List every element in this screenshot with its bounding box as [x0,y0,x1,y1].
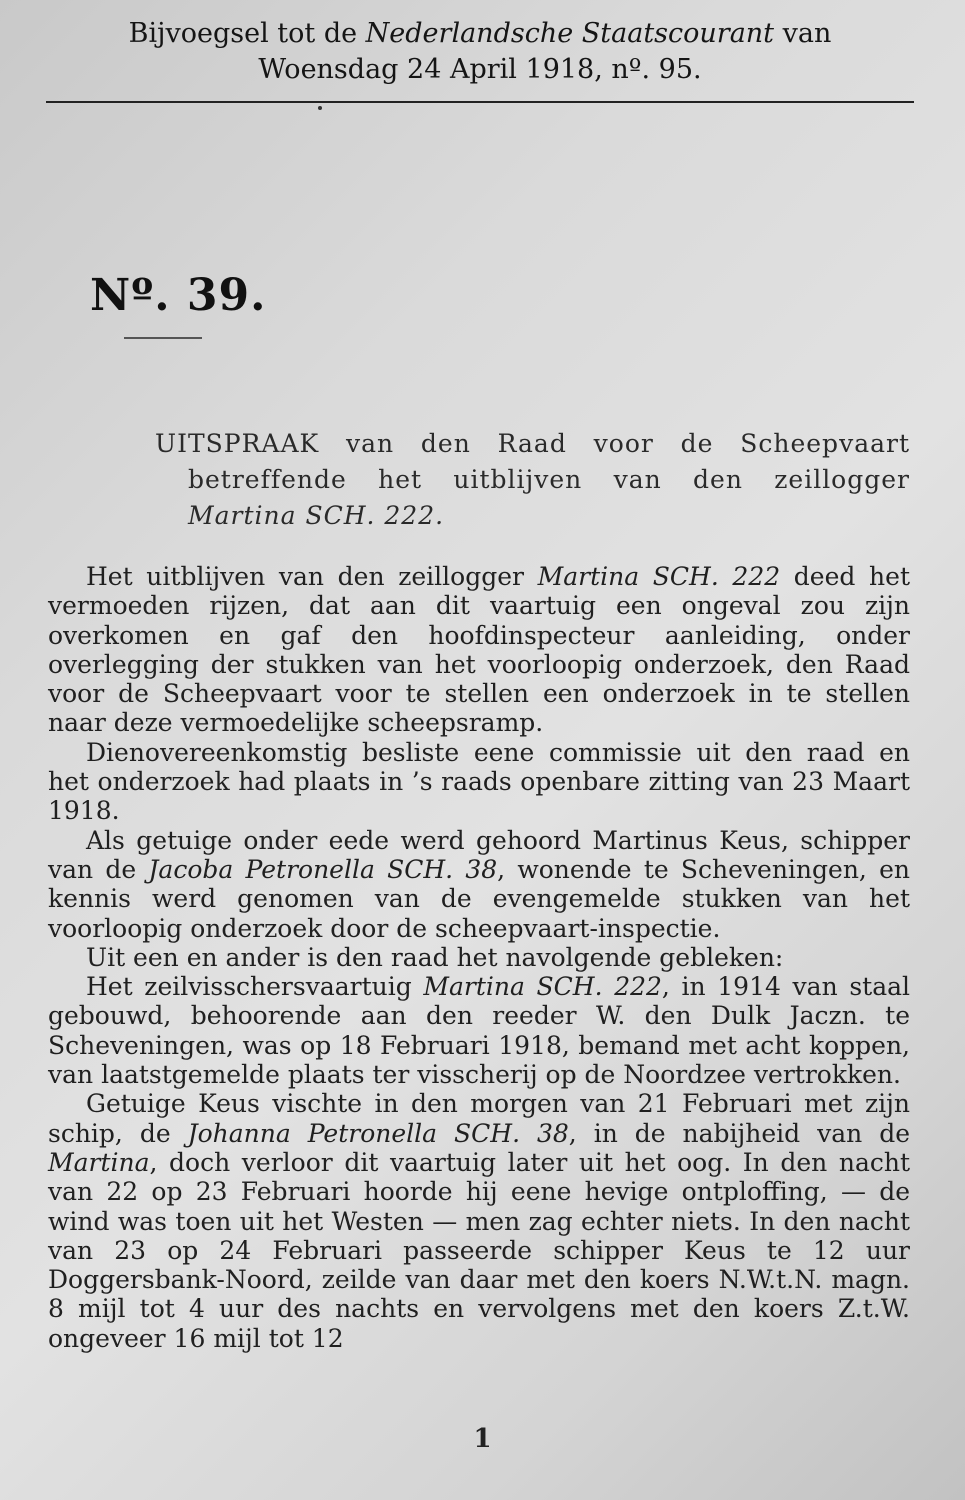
page-header [40,16,920,88]
paragraph: Als getuige onder eede werd gehoord Martinus Keus, schipper van de Jacoba Petronella SCH. 38, wonende te Scheveningen, en kennis werd genomen van de evengemelde stukken van het voorloopig onderzoek door de scheepvaart-inspectie. [48,825,911,943]
document-number: Nº. 39. [90,270,267,321]
body-text [48,562,910,1353]
paragraph: Uit een en ander is den raad het navolgende gebleken: [86,942,784,972]
header-rule [46,101,914,103]
number-underline [124,337,202,339]
paragraph: Dienovereenkomstig besliste eene commissie uit den raad en het onderzoek had plaats in ’s raads openbare zitting van 23 Maart 1918. [48,737,910,826]
title-line-2: betreffende het uitblijven van den zeillogger [188,465,910,494]
newspaper-name: Nederlandsche Staatscourant [365,18,775,49]
title-line-1: UITSPRAAK van den Raad voor de Scheepvaart [155,429,910,458]
paragraph: Het uitblijven van den zeillogger Martina SCH. 222 deed het vermoeden rijzen, dat aan dit vaartuig een ongeval zou zijn overkomen en gaf den hoofdinspecteur aanleiding, onder overlegging der stukken van het voorloopig onderzoek, den Raad voor de Scheepvaart voor te stellen een onderzoek in te stellen naar deze vermoedelijke scheepsramp. [48,562,910,738]
paragraph: Getuige Keus vischte in den morgen van 21 Februari met zijn schip, de Johanna Petronella SCH. 38, in de nabijheid van de Martina, doch verloor dit vaartuig later uit het oog. In den nacht van 22 op 23 Februari hoorde hij eene hevige ontploffing, — de wind was toen uit het Westen — men zag echter niets. In den nacht van 23 op 24 Februari passeerde schipper Keus te 12 uur Doggersbank-Noord, zeilde van daar met den koers N.W.t.N. magn. 8 mijl tot 4 uur des nachts en vervolgens met den koers Z.t.W. ongeveer 16 mijl tot 12 [48,1089,910,1353]
document-title [155,426,910,534]
header-line-1: Bijvoegsel tot de Nederlandsche Staatscourant van [128,18,832,49]
page-number: 1 [473,1424,492,1454]
header-line-2: Woensdag 24 April 1918, nº. 95. [258,54,702,85]
paragraph: Het zeilvisschersvaartuig Martina SCH. 222, in 1914 van staal gebouwd, behoorende aan den reeder W. den Dulk Jaczn. te Scheveningen, was op 18 Februari 1918, bemand met acht koppen, van laatstgemelde plaats ter visscherij op de Noordzee vertrokken. [48,972,910,1090]
ink-dot [318,106,322,110]
title-line-3: Martina SCH. 222. [188,501,445,530]
